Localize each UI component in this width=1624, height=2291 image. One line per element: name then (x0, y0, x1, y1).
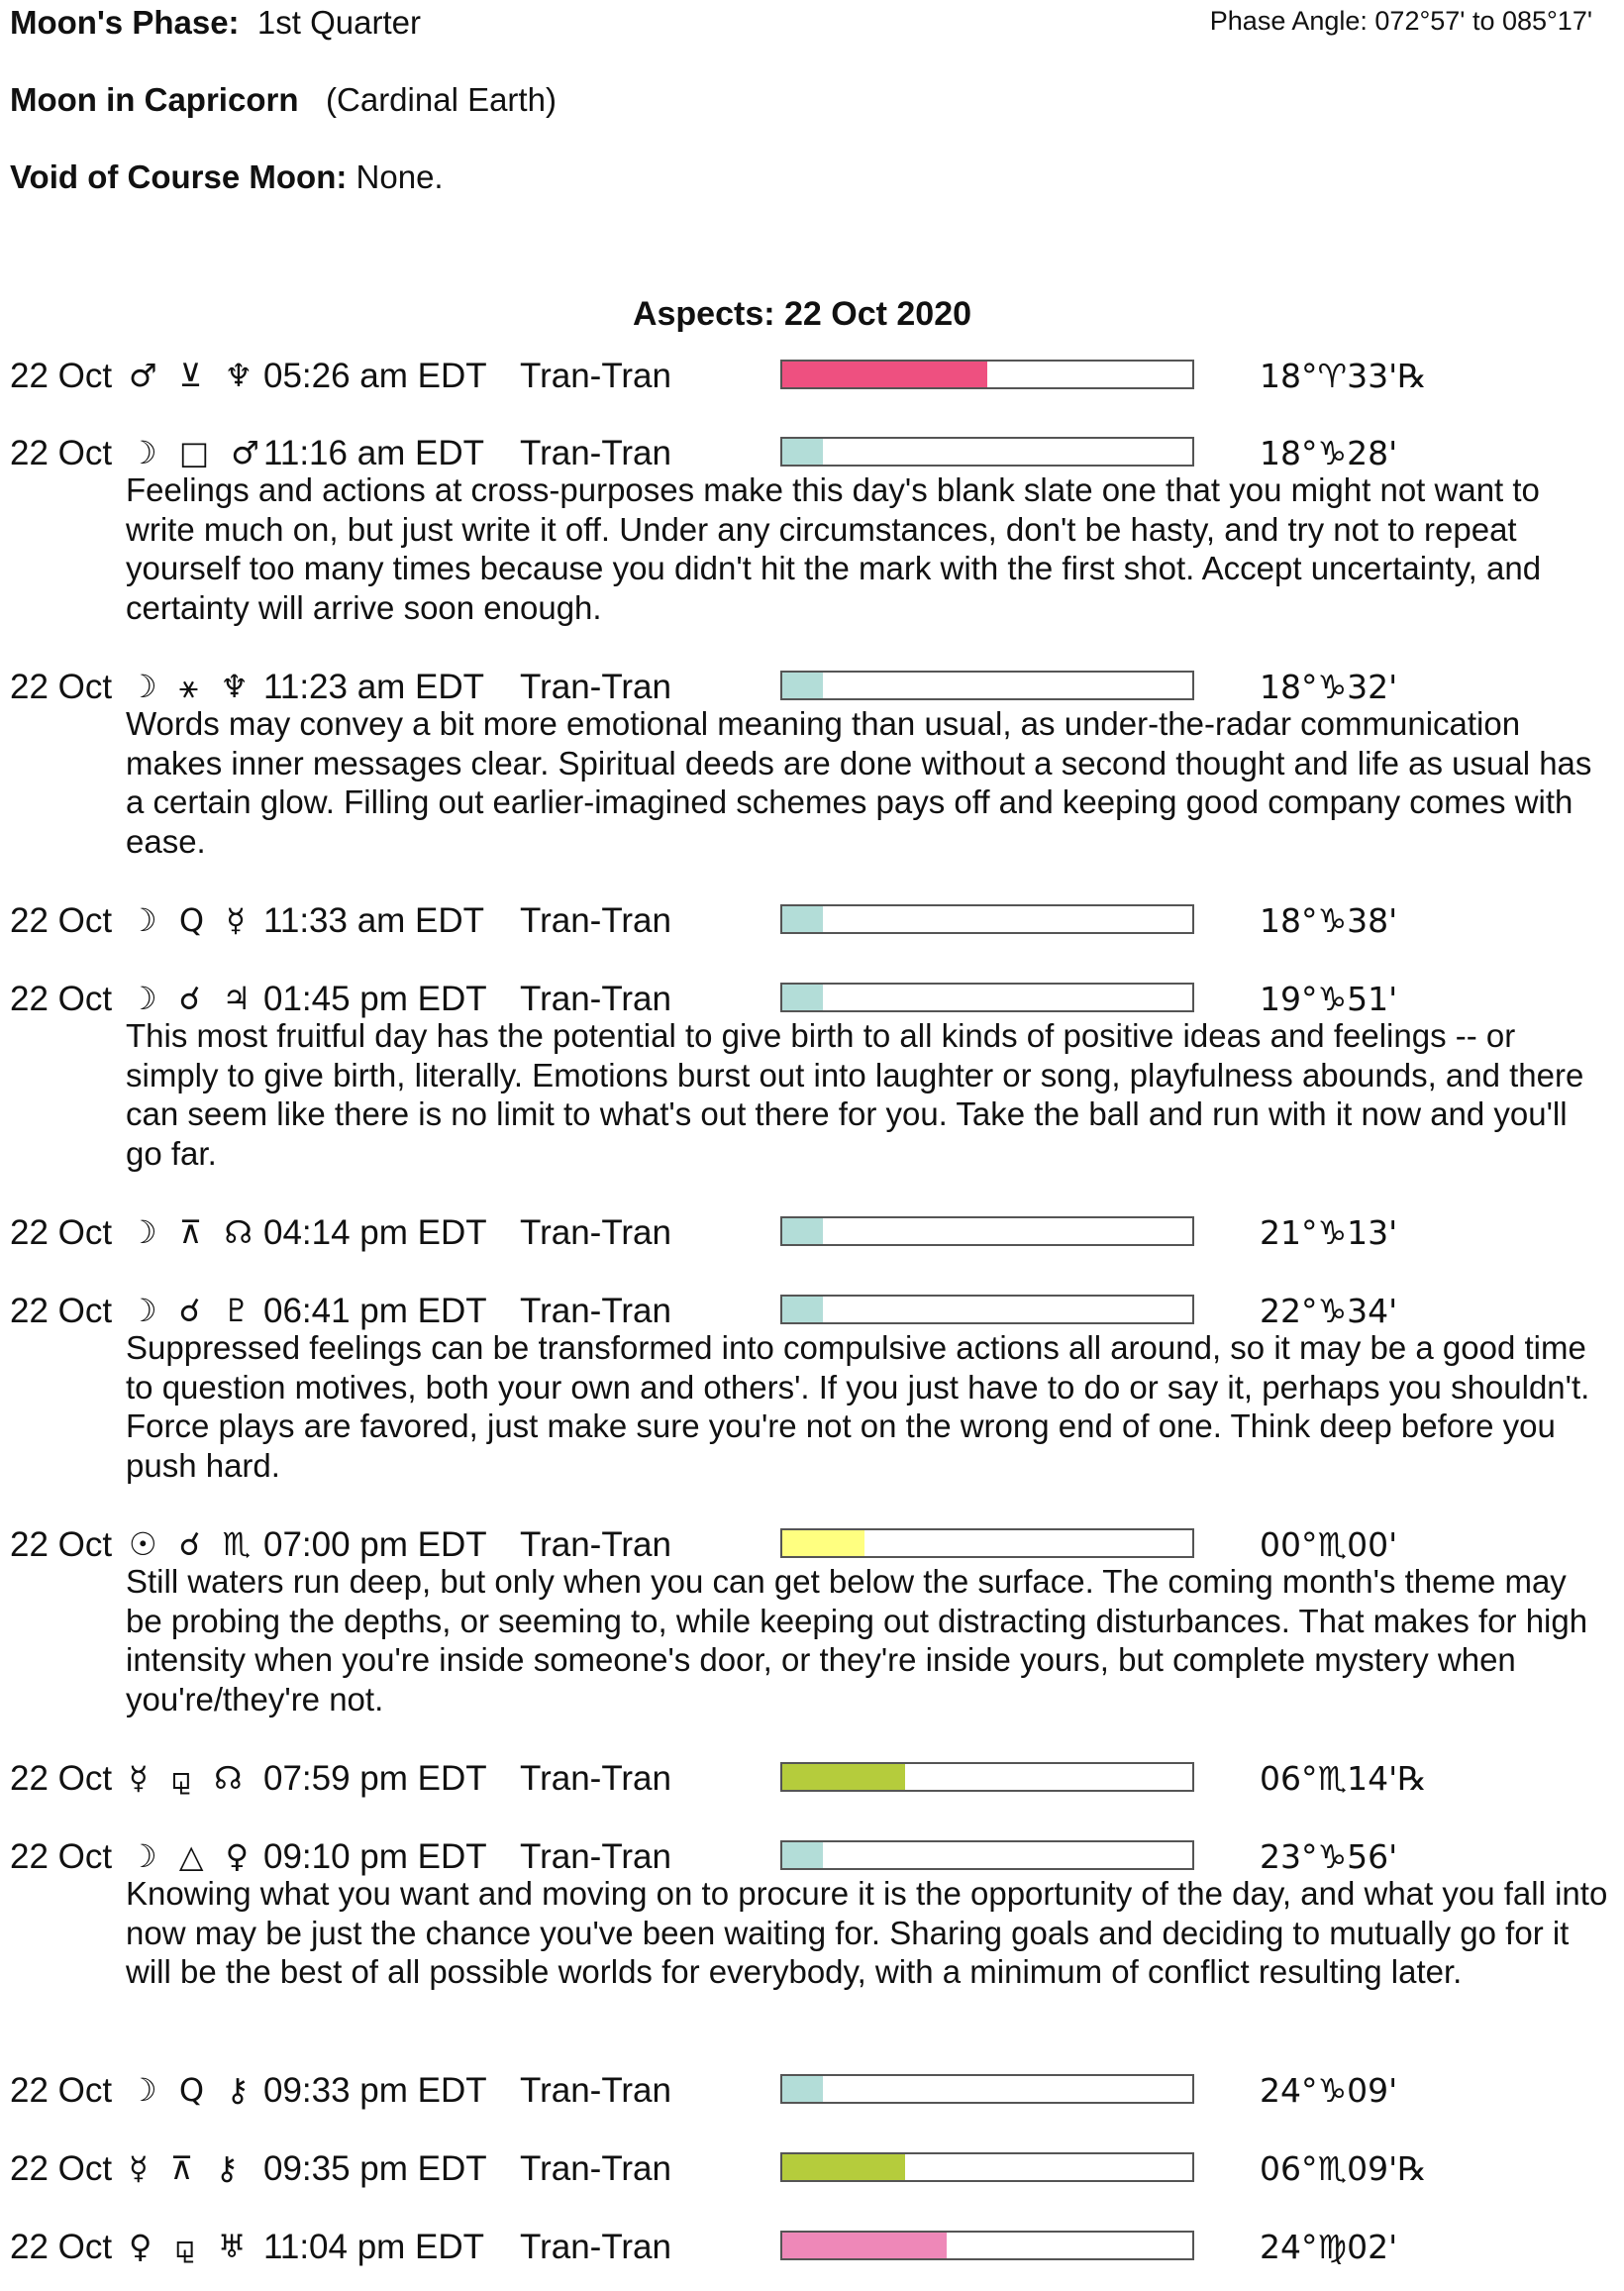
aspect-time: 06:41 pm EDT (263, 1292, 487, 1330)
aspect-kind: Tran-Tran (520, 901, 671, 940)
aspect-position: 19°♑51' (1260, 980, 1398, 1018)
aspect-date: 22 Oct (10, 2149, 113, 2188)
aspect-kind: Tran-Tran (520, 1525, 671, 1564)
aspect-date: 22 Oct (10, 980, 113, 1018)
aspect-glyphs: ☽ ☌ ♇ (129, 1292, 257, 1329)
strength-bar (780, 671, 1194, 700)
aspect-date: 22 Oct (10, 901, 113, 940)
aspect-position: 21°♑13' (1260, 1213, 1398, 1252)
aspect-time: 01:45 pm EDT (263, 980, 487, 1018)
aspect-date: 22 Oct (10, 434, 113, 472)
aspect-glyphs: ☿ ⊼ ⚷ (129, 2149, 245, 2187)
aspect-date: 22 Oct (10, 1213, 113, 1252)
aspect-date: 22 Oct (10, 357, 113, 395)
strength-bar-fill (782, 439, 823, 465)
aspect-date: 22 Oct (10, 2228, 113, 2266)
aspect-date: 22 Oct (10, 668, 113, 706)
aspect-time: 09:35 pm EDT (263, 2149, 487, 2188)
moon-phase-line (10, 4, 421, 42)
aspect-kind: Tran-Tran (520, 1759, 671, 1798)
phase-angle: Phase Angle: 072°57' to 085°17' (1209, 6, 1592, 36)
aspect-date: 22 Oct (10, 1759, 113, 1798)
aspect-description: Knowing what you want and moving on to procure it is the opportunity of the day, and what you fall into now may be just the chance you've been waiting for. Sharing goals and deciding to mutually go for it will be the best of all possible worlds for everybody, with a minimum of conflict resulting later. (126, 1875, 1608, 1990)
strength-bar-fill (782, 1842, 823, 1868)
aspect-glyphs: ☽ Q ☿ (129, 901, 252, 939)
aspect-kind: Tran-Tran (520, 1292, 671, 1330)
strength-bar (780, 1216, 1194, 1246)
aspect-glyphs: ☽ ⊼ ☊ (129, 1213, 258, 1251)
aspect-time: 04:14 pm EDT (263, 1213, 487, 1252)
moon-phase-value: 1st Quarter (256, 4, 421, 41)
aspect-description: This most fruitful day has the potential to give birth to all kinds of positive ideas and feelings -- or simply to give birth, literally. Emotions burst out into laughter or song, playfulness abounds, and there can seem like there is no limit to what's out there for you. Take the ball and run with it now and you'll go far. (126, 1017, 1584, 1172)
strength-bar-fill (782, 673, 823, 698)
aspect-time: 05:26 am EDT (263, 357, 487, 395)
strength-bar-fill (782, 985, 823, 1010)
aspect-kind: Tran-Tran (520, 2071, 671, 2110)
aspect-kind: Tran-Tran (520, 2228, 671, 2266)
void-of-course-value: None. (355, 158, 444, 195)
void-of-course-line (10, 158, 444, 196)
aspect-glyphs: ☽ ⚹ ♆ (129, 668, 254, 705)
aspect-position: 18°♈33'℞ (1260, 357, 1427, 395)
moon-sign-label: Moon in Capricorn (10, 81, 299, 118)
aspect-position: 24°♑09' (1260, 2071, 1398, 2110)
void-of-course-label: Void of Course Moon: (10, 158, 348, 195)
aspect-time: 11:16 am EDT (263, 434, 485, 472)
aspect-kind: Tran-Tran (520, 980, 671, 1018)
aspect-glyphs: ♀ ⚼ ♅ (129, 2228, 253, 2265)
aspect-glyphs: ☉ ☌ ♏ (129, 1525, 257, 1563)
strength-bar (780, 2231, 1194, 2260)
strength-bar (780, 2074, 1194, 2104)
aspect-time: 07:59 pm EDT (263, 1759, 487, 1798)
strength-bar (780, 1295, 1194, 1324)
aspect-kind: Tran-Tran (520, 1213, 671, 1252)
aspect-description: Words may convey a bit more emotional meaning than usual, as under-the-radar communication makes inner messages clear. Spiritual deeds are done without a second thought and life as usual has a certain glow. Filling out earlier-imagined schemes pays off and keeping good company comes with ease. (126, 705, 1592, 860)
strength-bar-fill (782, 362, 987, 387)
moon-sign-line (10, 81, 557, 119)
strength-bar (780, 983, 1194, 1012)
aspect-date: 22 Oct (10, 1525, 113, 1564)
moon-sign-element: (Cardinal Earth) (326, 81, 557, 118)
aspect-position: 06°♏09'℞ (1260, 2149, 1427, 2188)
strength-bar (780, 1528, 1194, 1558)
aspect-kind: Tran-Tran (520, 1837, 671, 1876)
strength-bar (780, 1762, 1194, 1792)
aspect-glyphs: ♂ ⊻ ♆ (129, 357, 259, 394)
strength-bar-fill (782, 2154, 905, 2180)
aspect-position: 23°♑56' (1260, 1837, 1398, 1876)
aspect-description: Still waters run deep, but only when you can get below the surface. The coming month's theme may be probing the depths, or seeming to, while keeping out distracting disturbances. That makes for high intensity when you're inside someone's door, or they're inside yours, but complete mystery when you're/they're not. (126, 1563, 1588, 1718)
strength-bar-fill (782, 1764, 905, 1790)
aspect-position: 18°♑32' (1260, 668, 1398, 706)
aspect-date: 22 Oct (10, 1837, 113, 1876)
aspect-position: 18°♑38' (1260, 901, 1398, 940)
aspect-glyphs: ☿ ⚼ ☊ (129, 1759, 249, 1797)
aspect-description: Suppressed feelings can be transformed into compulsive actions all around, so it may be a good time to question motives, both your own and others'. If you just have to do or say it, perhaps you shouldn't. Force plays are favored, just make sure you're not on the wrong end of one. Think deep before you push hard. (126, 1329, 1590, 1484)
aspect-date: 22 Oct (10, 1292, 113, 1330)
aspect-glyphs: ☽ □ ♂ (129, 434, 265, 471)
aspect-time: 11:23 am EDT (263, 668, 485, 706)
aspect-time: 07:00 pm EDT (263, 1525, 487, 1564)
strength-bar (780, 1840, 1194, 1870)
aspect-position: 00°♏00' (1260, 1525, 1398, 1564)
strength-bar (780, 437, 1194, 467)
strength-bar (780, 2152, 1194, 2182)
aspect-time: 09:10 pm EDT (263, 1837, 487, 1876)
strength-bar-fill (782, 1297, 823, 1322)
aspect-kind: Tran-Tran (520, 434, 671, 472)
aspect-description: Feelings and actions at cross-purposes make this day's blank slate one that you might not want to write much on, but just write it off. Under any circumstances, don't be hasty, and try not to repeat yourself too many times because you didn't hit the mark with the first shot. Accept uncertainty, and certainty will arrive soon enough. (126, 471, 1542, 626)
aspect-time: 11:04 pm EDT (263, 2228, 485, 2266)
strength-bar-fill (782, 1218, 823, 1244)
aspect-date: 22 Oct (10, 2071, 113, 2110)
strength-bar-fill (782, 2076, 823, 2102)
aspect-position: 18°♑28' (1260, 434, 1398, 472)
strength-bar (780, 360, 1194, 389)
strength-bar-fill (782, 2233, 947, 2258)
aspects-title: Aspects: 22 Oct 2020 (632, 295, 972, 333)
aspect-time: 09:33 pm EDT (263, 2071, 487, 2110)
strength-bar-fill (782, 906, 823, 932)
aspect-position: 22°♑34' (1260, 1292, 1398, 1330)
aspect-kind: Tran-Tran (520, 357, 671, 395)
strength-bar (780, 904, 1194, 934)
aspect-time: 11:33 am EDT (263, 901, 485, 940)
aspect-position: 24°♍02' (1260, 2228, 1398, 2266)
strength-bar-fill (782, 1530, 864, 1556)
aspect-kind: Tran-Tran (520, 668, 671, 706)
aspect-glyphs: ☽ △ ♀ (129, 1837, 255, 1875)
moon-phase-label: Moon's Phase: (10, 4, 240, 41)
aspect-glyphs: ☽ Q ⚷ (129, 2071, 255, 2109)
aspect-kind: Tran-Tran (520, 2149, 671, 2188)
aspect-glyphs: ☽ ☌ ♃ (129, 980, 257, 1017)
aspect-position: 06°♏14'℞ (1260, 1759, 1427, 1798)
